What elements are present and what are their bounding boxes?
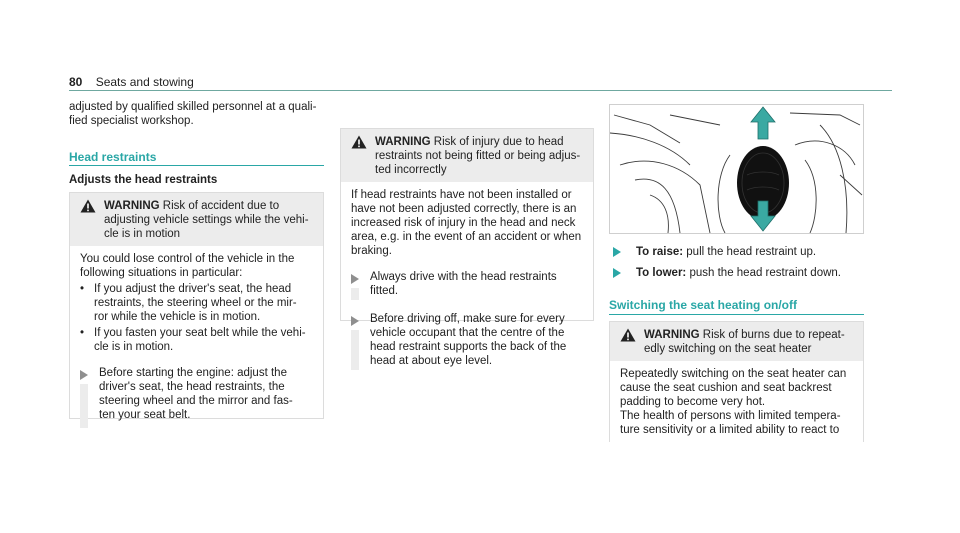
warning-box-accident [69, 192, 324, 419]
warning-body-line: braking. [351, 245, 392, 257]
action-raise [613, 245, 816, 259]
warning-header [70, 193, 323, 246]
section-heading-seat-heating: Switching the seat heating on/off [609, 298, 798, 312]
step-arrow-icon [80, 366, 89, 428]
warning-label: WARNING [644, 329, 700, 341]
instruction-step [351, 270, 583, 300]
warning-body-line: following situations in particular: [80, 267, 243, 279]
instruction-step [80, 366, 313, 428]
raise-text: pull the head restraint up. [686, 246, 817, 258]
head-restraint-illustration [609, 104, 864, 234]
warning-body-line: The health of persons with limited tempera- [620, 410, 841, 422]
seat-illustration-icon [610, 105, 863, 233]
warning-icon [80, 199, 96, 213]
step-arrow-icon [613, 246, 622, 258]
warning-label: WARNING [104, 200, 160, 212]
raise-label: To raise: [636, 246, 684, 258]
warning-icon [620, 328, 636, 342]
warning-title-line: restraints not being fitted or being adjus- [375, 150, 581, 162]
warning-title-line: cle is in motion [104, 228, 181, 240]
lower-text: push the head restraint down. [689, 267, 841, 279]
warning-title-line: ted incorrectly [375, 164, 447, 176]
warning-body-line: If head restraints have not been installed or [351, 189, 572, 201]
warning-title-line: Risk of accident due to [162, 200, 280, 212]
warning-body [341, 182, 593, 378]
instruction-step [351, 312, 583, 370]
warning-body [610, 361, 863, 445]
warning-header [610, 322, 863, 361]
step-line: head at about eye level. [370, 355, 493, 367]
bullet-line: cle is in motion. [94, 341, 174, 353]
step-line: driver's seat, the head restraints, the [99, 381, 285, 393]
section-heading-rule [69, 165, 324, 166]
warning-body [70, 246, 323, 436]
step-line: Before starting the engine: adjust the [99, 367, 287, 379]
step-line: Before driving off, make sure for every [370, 313, 565, 325]
warning-label: WARNING [375, 136, 431, 148]
warning-body-line: cause the seat cushion and seat backrest [620, 382, 832, 394]
step-arrow-icon [351, 312, 360, 370]
bullet-icon: • [80, 327, 85, 339]
warning-header [341, 129, 593, 182]
bullet-item [80, 282, 313, 324]
action-lower [613, 266, 841, 280]
warning-body-line: ture sensitivity or a limited ability to react to [620, 424, 840, 436]
warning-box-injury [340, 128, 594, 367]
step-line: steering wheel and the mirror and fas- [99, 395, 293, 407]
section-heading-head-restraints: Head restraints [69, 150, 157, 164]
warning-body-line: You could lose control of the vehicle in the [80, 253, 295, 265]
intro-line: fied specialist workshop. [69, 115, 194, 127]
step-arrow-icon [613, 267, 622, 279]
warning-title-line: Risk of burns due to repeat- [702, 329, 845, 341]
warning-title-line: adjusting vehicle settings while the vehi- [104, 214, 309, 226]
step-line: fitted. [370, 285, 399, 297]
step-line: ten your seat belt. [99, 409, 191, 421]
step-line: head restraint supports the back of the [370, 341, 567, 353]
step-line: Always drive with the head restraints [370, 271, 557, 283]
warning-body-line: have not been adjusted correctly, there is an [351, 203, 577, 215]
section-title: Seats and stowing [95, 75, 194, 89]
warning-body-line: padding to become very hot. [620, 396, 766, 408]
lower-label: To lower: [636, 267, 687, 279]
warning-body-line: Repeatedly switching on the seat heater can [620, 368, 847, 380]
warning-title-line: edly switching on the seat heater [644, 343, 812, 355]
bullet-icon: • [80, 283, 85, 295]
bullet-line: If you adjust the driver's seat, the head [94, 283, 292, 295]
step-line: vehicle occupant that the centre of the [370, 327, 565, 339]
header-divider [69, 90, 892, 91]
warning-icon [351, 135, 367, 149]
intro-paragraph [69, 100, 324, 128]
warning-body-line: increased risk of injury in the head and neck [351, 217, 576, 229]
page-header [69, 75, 194, 89]
warning-title [375, 135, 580, 177]
warning-title-line: Risk of injury due to head [433, 136, 564, 148]
subheading-adjust: Adjusts the head restraints [69, 174, 218, 186]
warning-body-line: area, e.g. in the event of an accident or when [351, 231, 582, 243]
section-heading-rule [609, 314, 864, 315]
warning-box-burns [609, 321, 864, 442]
warning-title [644, 328, 845, 356]
warning-title [104, 199, 309, 241]
page-number: 80 [69, 75, 83, 89]
bullet-line: restraints, the steering wheel or the mir- [94, 297, 297, 309]
intro-line: adjusted by qualified skilled personnel at a quali- [69, 101, 317, 113]
bullet-line: If you fasten your seat belt while the vehi- [94, 327, 306, 339]
bullet-item [80, 326, 313, 354]
bullet-line: ror while the vehicle is in motion. [94, 311, 261, 323]
step-arrow-icon [351, 270, 360, 300]
